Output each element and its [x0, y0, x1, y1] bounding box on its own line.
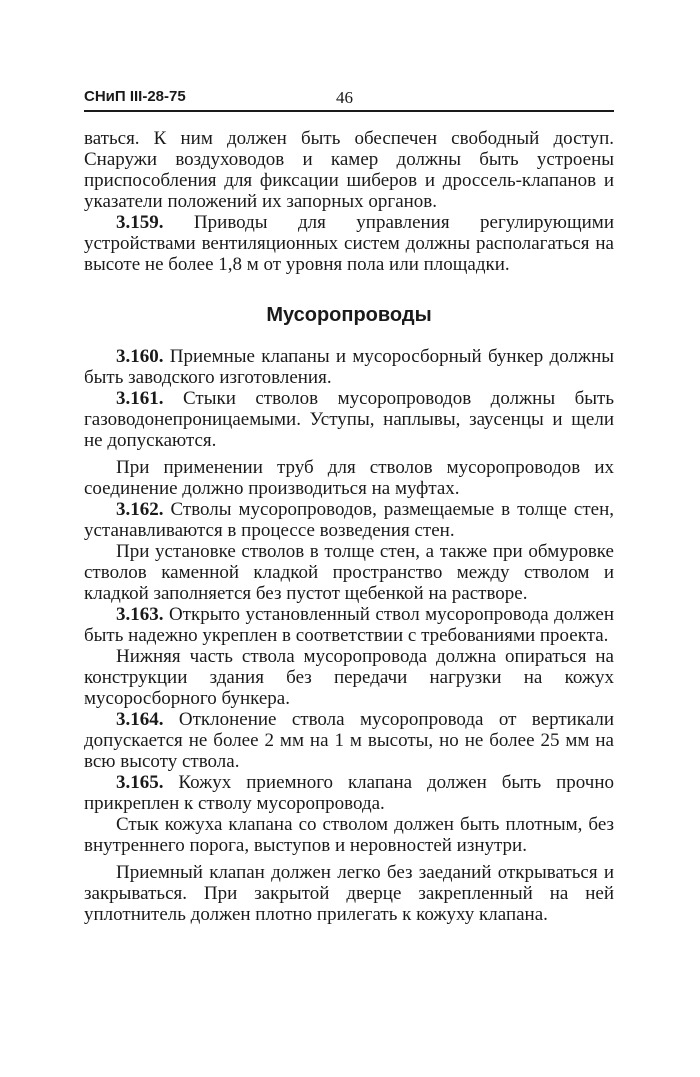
paragraph [84, 388, 614, 451]
clause-number: 3.159. [116, 212, 164, 233]
paragraph [84, 212, 614, 275]
paragraph [84, 772, 614, 814]
paragraph [84, 499, 614, 541]
clause-number: 3.160. [116, 346, 164, 367]
paragraph-text: Приемные клапаны и мусоросборный бункер должны быть заводского изготовления. [84, 346, 614, 388]
paragraph-text: При применении труб для стволов мусоропроводов их соединение должно производиться на муфтах. [84, 457, 614, 499]
paragraph [84, 604, 614, 646]
paragraph-text: При установке стволов в толще стен, а также при обмуровке стволов каменной кладкой пространство между стволом и кладкой заполняется без пустот щебенкой на растворе. [84, 541, 614, 604]
clause-number: 3.163. [116, 604, 164, 625]
paragraph [84, 709, 614, 772]
paragraph [84, 814, 614, 856]
paragraph-text: Приемный клапан должен легко без заеданий открываться и закрываться. При закрытой дверце закрепленный на ней уплотнитель должен плотно прилегать к кожуху клапана. [84, 862, 614, 925]
page-header [84, 88, 614, 112]
page-number: 46 [336, 88, 353, 107]
paragraph-text: ваться. К ним должен быть обеспечен свободный доступ. Снаружи воздуховодов и камер должны быть устроены приспособления для фиксации шиберов и дроссель-клапанов и указатели положений их запорных органов. [84, 128, 614, 212]
paragraph [84, 541, 614, 604]
paragraph-text: Стык кожуха клапана со стволом должен быть плотным, без внутреннего порога, выступов и неровностей изнутри. [84, 814, 614, 856]
paragraph-text: Нижняя часть ствола мусоропровода должна опираться на конструкции здания без передачи нагрузки на кожух мусоросборного бункера. [84, 646, 614, 709]
paragraph [84, 646, 614, 709]
clause-number: 3.164. [116, 709, 164, 730]
paragraph [84, 457, 614, 499]
paragraph-text: Стыки стволов мусоропроводов должны быть газоводонепроницаемыми. Уступы, наплывы, заусенцы и щели не допускаются. [84, 388, 614, 451]
paragraph-text: Приводы для управления регулирующими устройствами вентиляционных систем должны располагаться на высоте не более 1,8 м от уровня пола или площадки. [84, 212, 614, 275]
clause-number: 3.161. [116, 388, 164, 409]
paragraph [84, 346, 614, 388]
paragraph-text: Отклонение ствола мусоропровода от вертикали допускается не более 2 мм на 1 м высоты, но не более 25 мм на всю высоту ствола. [84, 709, 614, 772]
paragraph-text: Открыто установленный ствол мусоропровода должен быть надежно укреплен в соответствии с требованиями проекта. [84, 604, 614, 646]
clause-number: 3.165. [116, 772, 164, 793]
clause-number: 3.162. [116, 499, 164, 520]
page-body [84, 128, 614, 925]
section-title: Мусоропроводы [266, 304, 432, 326]
document-code: СНиП III-28-75 [84, 88, 186, 105]
paragraph [84, 862, 614, 925]
paragraph-text: Стволы мусоропроводов, размещаемые в толще стен, устанавливаются в процессе возведения стен. [84, 499, 614, 541]
paragraph [84, 128, 614, 212]
paragraph-text: Кожух приемного клапана должен быть прочно прикреплен к стволу мусоропровода. [84, 772, 614, 814]
